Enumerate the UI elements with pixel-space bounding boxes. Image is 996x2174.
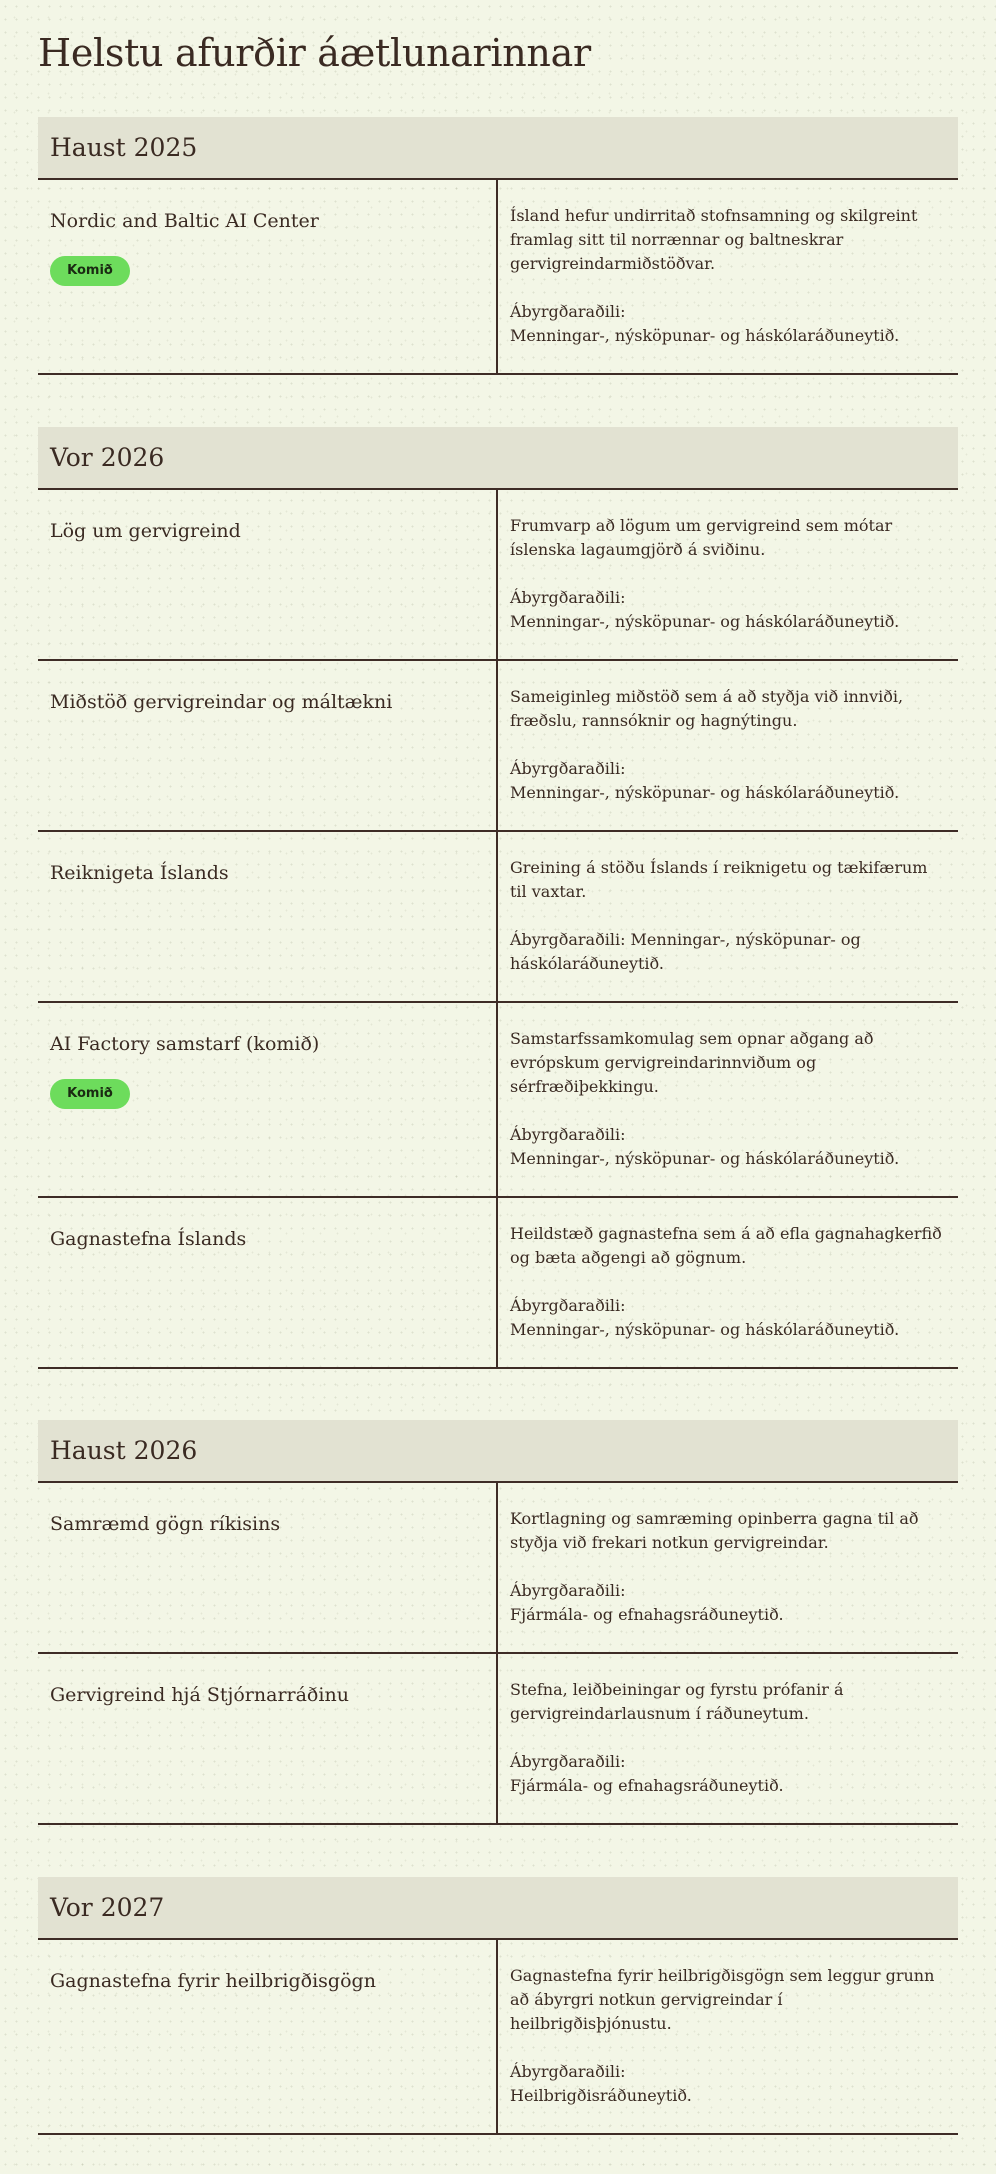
item-description-cell (498, 490, 958, 659)
status-badge: Komið (50, 256, 130, 286)
responsible-value: Menningar-, nýsköpunar- og háskólaráðuneytið. (510, 1320, 900, 1339)
responsible-value: Menningar-, nýsköpunar- og háskólaráðuneytið. (510, 1149, 900, 1168)
item-title-cell (38, 1940, 498, 2133)
item-responsible (510, 928, 944, 976)
responsible-value: Menningar-, nýsköpunar- og háskólaráðuneytið. (510, 612, 900, 631)
item-responsible (510, 2060, 944, 2108)
section-header (38, 1877, 958, 1940)
item-title: Nordic and Baltic AI Center (50, 210, 319, 232)
responsible-label: Ábyrgðaraðili: (510, 1581, 626, 1600)
item-description-cell (498, 1654, 958, 1823)
item-responsible (510, 1750, 944, 1798)
responsible-value: Menningar-, nýsköpunar- og háskólaráðuneytið. (510, 326, 900, 345)
item-title: AI Factory samstarf (komið) (50, 1033, 320, 1055)
section-header (38, 117, 958, 180)
responsible-label: Ábyrgðaraðili: (510, 302, 626, 321)
item-title: Samræmd gögn ríkisins (50, 1513, 281, 1535)
item-description: Stefna, leiðbeiningar og fyrstu prófanir á gervigreindarlausnum í ráðuneytum. (510, 1680, 844, 1723)
item-description: Sameiginleg miðstöð sem á að styðja við innviði, fræðslu, rannsóknir og hagnýtingu. (510, 687, 904, 730)
section-haust-2026 (38, 1420, 958, 1825)
item-description-cell (498, 832, 958, 1001)
item-description: Samstarfssamkomulag sem opnar aðgang að evrópskum gervigreindarinnviðum og sérfræðiþekkingu. (510, 1029, 874, 1096)
table-row (38, 1198, 958, 1369)
table-row (38, 1003, 958, 1198)
responsible-value: Fjármála- og efnahagsráðuneytið. (510, 1605, 784, 1624)
item-title: Lög um gervigreind (50, 520, 241, 542)
section-vor-2027 (38, 1877, 958, 2135)
item-description: Ísland hefur undirritað stofnsamning og skilgreint framlag sitt til norrænnar og baltneskrar gervigreindarmiðstöðvar. (510, 206, 918, 273)
item-description-cell (498, 1483, 958, 1652)
item-title: Gagnastefna Íslands (50, 1228, 247, 1250)
section-heading: Haust 2026 (50, 1436, 198, 1465)
item-title-cell (38, 832, 498, 1001)
item-responsible (510, 1123, 944, 1171)
table-row (38, 832, 958, 1003)
item-title-cell (38, 1003, 498, 1196)
item-title-cell (38, 661, 498, 830)
item-title: Reiknigeta Íslands (50, 862, 229, 884)
item-responsible (510, 300, 944, 348)
section-header (38, 1420, 958, 1483)
item-description: Kortlagning og samræming opinberra gagna til að styðja við frekari notkun gervigreindar. (510, 1509, 919, 1552)
responsible-label: Ábyrgðaraðili: (510, 2062, 626, 2081)
table-row (38, 180, 958, 375)
item-title-cell (38, 180, 498, 373)
section-haust-2025 (38, 117, 958, 375)
responsible-label: Ábyrgðaraðili: (510, 1296, 626, 1315)
responsible-label: Ábyrgðaraðili: (510, 930, 631, 949)
section-vor-2026 (38, 427, 958, 1369)
status-badge: Komið (50, 1079, 130, 1109)
page-title: Helstu afurðir áætlunarinnar (38, 31, 591, 75)
item-title-cell (38, 1483, 498, 1652)
item-responsible (510, 586, 944, 634)
item-description: Frumvarp að lögum um gervigreind sem mótar íslenska lagaumgjörð á sviðinu. (510, 516, 893, 559)
item-title: Gervigreind hjá Stjórnarráðinu (50, 1684, 349, 1706)
responsible-value: Heilbrigðisráðuneytið. (510, 2086, 692, 2105)
item-responsible (510, 1579, 944, 1627)
table-row (38, 490, 958, 661)
item-description: Greining á stöðu Íslands í reiknigetu og tækifærum til vaxtar. (510, 858, 928, 901)
item-description: Gagnastefna fyrir heilbrigðisgögn sem leggur grunn að ábyrgri notkun gervigreindar í heilbrigðisþjónustu. (510, 1966, 935, 2033)
section-heading: Haust 2025 (50, 133, 198, 162)
item-responsible (510, 757, 944, 805)
responsible-label: Ábyrgðaraðili: (510, 1125, 626, 1144)
table-row (38, 1483, 958, 1654)
item-responsible (510, 1294, 944, 1342)
item-title-cell (38, 1198, 498, 1367)
table-row (38, 1940, 958, 2135)
responsible-label: Ábyrgðaraðili: (510, 759, 626, 778)
responsible-label: Ábyrgðaraðili: (510, 1752, 626, 1771)
item-description-cell (498, 1940, 958, 2133)
item-title: Gagnastefna fyrir heilbrigðisgögn (50, 1970, 376, 1992)
responsible-value: Menningar-, nýsköpunar- og háskólaráðuneytið. (510, 930, 861, 973)
responsible-value: Fjármála- og efnahagsráðuneytið. (510, 1776, 784, 1795)
item-title: Miðstöð gervigreindar og máltækni (50, 691, 393, 713)
item-description-cell (498, 1198, 958, 1367)
item-description: Heildstæð gagnastefna sem á að efla gagnahagkerfið og bæta aðgengi að gögnum. (510, 1224, 942, 1267)
item-description-cell (498, 1003, 958, 1196)
table-row (38, 1654, 958, 1825)
section-heading: Vor 2027 (50, 1893, 165, 1922)
table-row (38, 661, 958, 832)
responsible-label: Ábyrgðaraðili: (510, 588, 626, 607)
item-description-cell (498, 661, 958, 830)
item-title-cell (38, 490, 498, 659)
responsible-value: Menningar-, nýsköpunar- og háskólaráðuneytið. (510, 783, 900, 802)
section-header (38, 427, 958, 490)
item-title-cell (38, 1654, 498, 1823)
item-description-cell (498, 180, 958, 373)
section-heading: Vor 2026 (50, 443, 165, 472)
